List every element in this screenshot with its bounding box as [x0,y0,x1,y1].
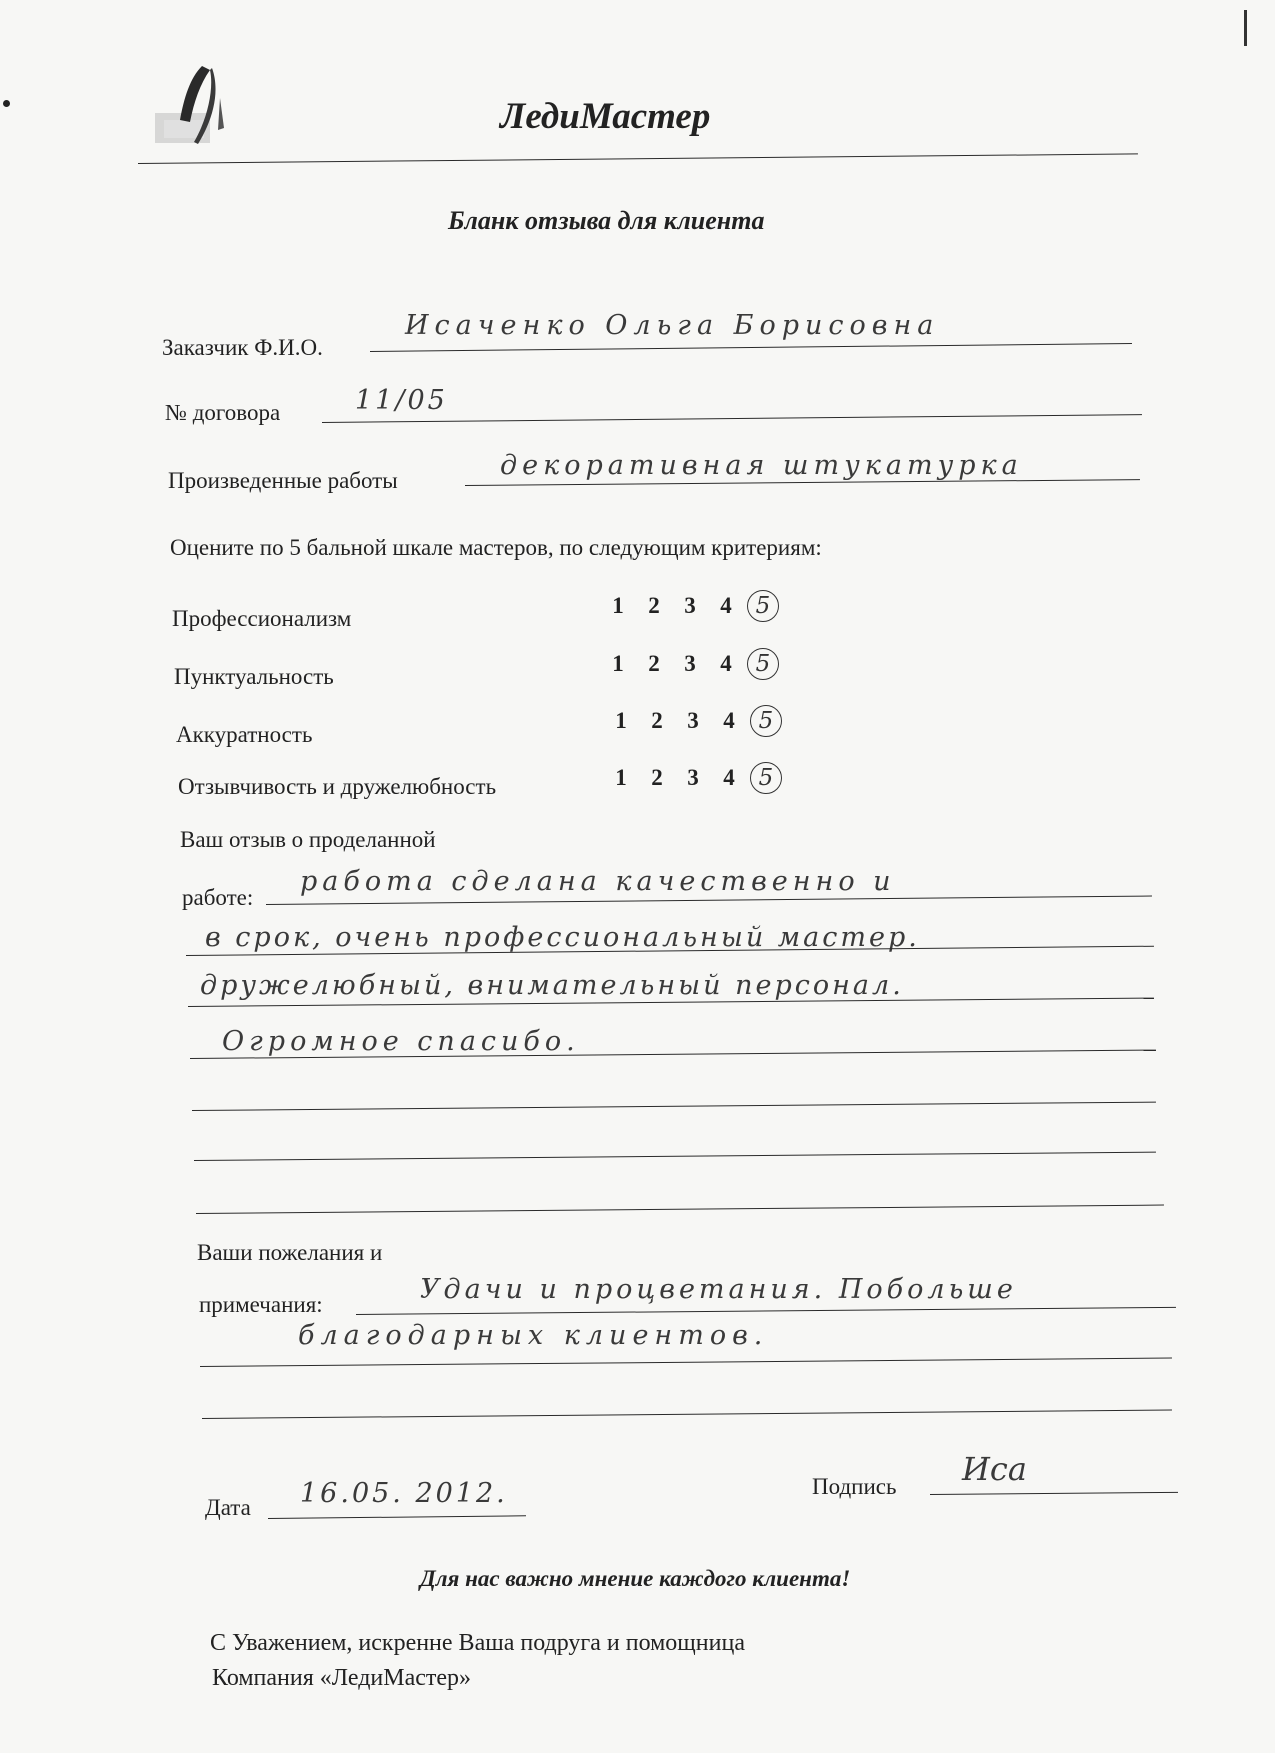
signature-mark: Иса [962,1450,1027,1488]
wishes-label-cont: примечания: [199,1292,323,1317]
high-heel-logo-icon [150,58,260,148]
rating-scale [603,762,785,794]
closing-motto: Для нас важно мнение каждого клиента! [420,1566,851,1591]
criterion-label: Аккуратность [176,722,313,747]
date-value: 16.05. 2012. [300,1478,508,1509]
criterion-label: Отзывчивость и дружелюбность [178,774,497,799]
score-option: 4 [723,765,735,790]
works-value: декоративная штукатурка [500,450,1023,481]
review-underline [196,1205,1164,1214]
wishes-underline [200,1358,1172,1367]
review-underline [192,1102,1156,1111]
rating-scale [603,705,785,737]
score-option: 1 [615,765,627,790]
review-line-4: Огромное спасибо. [222,1026,580,1057]
score-option: 1 [612,593,624,618]
contract-number-value: 11/05 [355,385,448,416]
header-divider [138,153,1138,164]
signature-label: Подпись [812,1474,897,1499]
score-option-circled: 5 [744,648,782,680]
wishes-line-2: благодарных клиентов. [298,1320,769,1351]
score-option: 3 [687,765,699,790]
wishes-line-1: Удачи и процветания. Побольше [420,1274,1017,1305]
criterion-label: Профессионализм [172,606,352,631]
review-line-2: в срок, очень профессиональный мастер. [205,922,920,953]
client-label: Заказчик Ф.И.О. [162,335,323,360]
rating-instruction: Оцените по 5 бальной шкале мастеров, по следующим критериям: [170,535,822,560]
works-label: Произведенные работы [168,468,398,493]
score-option: 4 [720,651,732,676]
review-label-cont: работе: [182,885,254,910]
score-option: 3 [684,651,696,676]
rating-scale [600,590,782,622]
review-line-1: работа сделана качественно и [300,866,896,897]
date-underline [268,1515,526,1519]
wishes-label: Ваши пожелания и [197,1240,383,1265]
client-underline [370,343,1132,352]
wishes-underline [356,1307,1176,1315]
scan-edge-mark [1244,10,1247,46]
signature-underline [930,1492,1178,1495]
score-option-circled: 5 [747,762,785,794]
score-option: 1 [612,651,624,676]
score-option: 4 [720,593,732,618]
score-option-circled: 5 [744,590,782,622]
score-option: 3 [687,708,699,733]
score-option: 4 [723,708,735,733]
score-option: 1 [615,708,627,733]
score-option: 2 [648,651,660,676]
scan-speck [3,100,10,107]
score-option: 2 [648,593,660,618]
date-label: Дата [205,1495,251,1520]
score-option: 2 [651,708,663,733]
contract-label: № договора [165,400,281,425]
score-option: 2 [651,765,663,790]
criterion-label: Пунктуальность [174,664,334,689]
review-line-3: дружелюбный, внимательный персонал. [200,970,904,1001]
review-underline [194,1152,1156,1161]
review-label: Ваш отзыв о проделанной [180,827,436,852]
client-name-value: Исаченко Ольга Борисовна [405,310,940,341]
rating-scale [600,648,782,680]
score-option: 3 [684,593,696,618]
wishes-underline [202,1410,1172,1419]
company-signature-line: Компания «ЛедиМастер» [212,1665,472,1691]
score-option-circled: 5 [747,705,785,737]
form-title: Бланк отзыва для клиента [448,206,765,235]
company-name: ЛедиМастер [500,96,711,137]
regards-line: С Уважением, искренне Ваша подруга и помощница [210,1630,745,1656]
